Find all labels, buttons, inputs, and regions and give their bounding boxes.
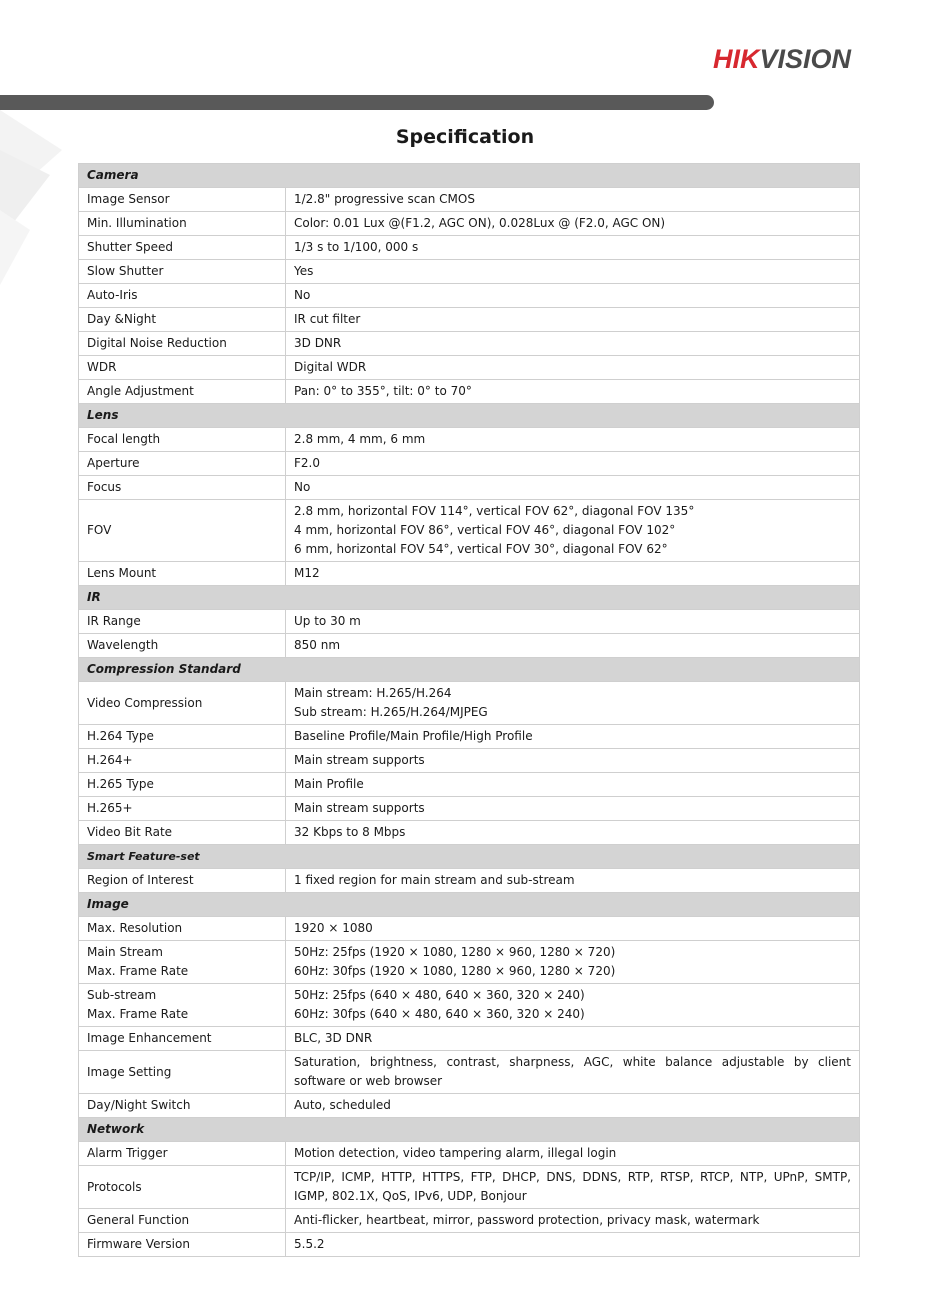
spec-label: Aperture — [87, 456, 140, 470]
spec-label: Main Stream — [87, 945, 163, 959]
spec-value: IR cut filter — [294, 312, 361, 326]
spec-value: 4 mm, horizontal FOV 86°, vertical FOV 46°, diagonal FOV 102° — [294, 523, 676, 537]
table-row — [79, 380, 860, 404]
table-row — [79, 797, 860, 821]
spec-label: Shutter Speed — [87, 240, 173, 254]
spec-value-cell — [286, 212, 860, 236]
table-row — [79, 308, 860, 332]
spec-label-cell — [79, 260, 286, 284]
spec-value-cell — [286, 869, 860, 893]
spec-value-cell — [286, 380, 860, 404]
table-row — [79, 941, 860, 984]
spec-label-cell — [79, 1233, 286, 1257]
spec-value: Main Profile — [294, 777, 364, 791]
spec-label-cell — [79, 1051, 286, 1094]
spec-value-cell — [286, 428, 860, 452]
spec-value-cell — [286, 1051, 860, 1094]
spec-label: Lens Mount — [87, 566, 157, 580]
table-row — [79, 634, 860, 658]
spec-label: H.264+ — [87, 753, 133, 767]
page-title: Specification — [395, 126, 535, 148]
table-row — [79, 1142, 860, 1166]
spec-value: 6 mm, horizontal FOV 54°, vertical FOV 30°, diagonal FOV 62° — [294, 542, 668, 556]
spec-label: Digital Noise Reduction — [87, 336, 227, 350]
spec-value: Yes — [294, 264, 314, 278]
spec-value: No — [294, 288, 311, 302]
table-row — [79, 260, 860, 284]
spec-value-cell — [286, 500, 860, 562]
spec-value-cell — [286, 725, 860, 749]
spec-label: Angle Adjustment — [87, 384, 194, 398]
spec-value-cell — [286, 821, 860, 845]
spec-value-cell — [286, 476, 860, 500]
spec-label: Focus — [87, 480, 122, 494]
spec-label: Video Bit Rate — [87, 825, 173, 839]
spec-value-cell — [286, 773, 860, 797]
spec-label-cell — [79, 332, 286, 356]
spec-label: H.265+ — [87, 801, 133, 815]
spec-value: 50Hz: 25fps (1920 × 1080, 1280 × 960, 1280 × 720) — [294, 945, 616, 959]
spec-label-cell — [79, 773, 286, 797]
section-header — [79, 1118, 860, 1142]
spec-label-cell — [79, 917, 286, 941]
spec-value-cell — [286, 682, 860, 725]
spec-value-cell — [286, 308, 860, 332]
table-row — [79, 610, 860, 634]
spec-value: Up to 30 m — [294, 614, 361, 628]
spec-value: 32 Kbps to 8 Mbps — [294, 825, 406, 839]
table-row — [79, 1209, 860, 1233]
specification-table — [78, 163, 860, 1257]
spec-value: Main stream: H.265/H.264 — [294, 686, 452, 700]
spec-label-cell — [79, 308, 286, 332]
hikvision-logo — [713, 43, 851, 75]
table-row — [79, 1051, 860, 1094]
spec-value-cell — [286, 984, 860, 1027]
spec-label-cell — [79, 562, 286, 586]
spec-value-cell — [286, 797, 860, 821]
spec-label-cell — [79, 380, 286, 404]
spec-value: Pan: 0° to 355°, tilt: 0° to 70° — [294, 384, 472, 398]
spec-value: 60Hz: 30fps (640 × 480, 640 × 360, 320 × 240) — [294, 1007, 585, 1021]
spec-value: 5.5.2 — [294, 1237, 325, 1251]
table-row — [79, 773, 860, 797]
section-title: Camera — [79, 164, 860, 188]
table-row — [79, 1233, 860, 1257]
spec-label: Video Compression — [87, 695, 203, 710]
spec-label-cell — [79, 452, 286, 476]
spec-value: TCP/IP, ICMP, HTTP, HTTPS, FTP, DHCP, DNS, DDNS, RTP, RTSP, RTCP, NTP, UPnP, SMTP, IGMP, 802.1X, QoS, IPv6, UDP, Bonjour — [294, 1170, 851, 1203]
spec-label: Protocols — [87, 1179, 142, 1194]
spec-label: Max. Resolution — [87, 921, 183, 935]
section-header — [79, 586, 860, 610]
spec-label-cell — [79, 236, 286, 260]
spec-label: H.265 Type — [87, 777, 154, 791]
spec-value: Main stream supports — [294, 753, 425, 767]
spec-label-cell — [79, 1027, 286, 1051]
spec-label-cell — [79, 1166, 286, 1209]
table-row — [79, 476, 860, 500]
spec-value: Baseline Profile/Main Profile/High Profile — [294, 729, 533, 743]
table-row — [79, 428, 860, 452]
table-row — [79, 332, 860, 356]
spec-value: 2.8 mm, horizontal FOV 114°, vertical FOV 62°, diagonal FOV 135° — [294, 504, 695, 518]
spec-label: WDR — [87, 360, 117, 374]
spec-label-cell — [79, 869, 286, 893]
spec-label: Image Sensor — [87, 192, 170, 206]
spec-value: F2.0 — [294, 456, 320, 470]
spec-value-cell — [286, 284, 860, 308]
section-title: Compression Standard — [79, 658, 860, 682]
spec-label-cell — [79, 476, 286, 500]
spec-value: 1/3 s to 1/100, 000 s — [294, 240, 419, 254]
spec-label-cell — [79, 941, 286, 984]
table-row — [79, 869, 860, 893]
spec-label: Focal length — [87, 432, 161, 446]
table-row — [79, 984, 860, 1027]
table-row — [79, 1166, 860, 1209]
spec-value-cell — [286, 236, 860, 260]
spec-label-cell — [79, 1094, 286, 1118]
spec-value: 2.8 mm, 4 mm, 6 mm — [294, 432, 426, 446]
spec-value: Digital WDR — [294, 360, 367, 374]
spec-value: 60Hz: 30fps (1920 × 1080, 1280 × 960, 1280 × 720) — [294, 964, 616, 978]
header-bar — [0, 95, 714, 110]
spec-value: 1/2.8" progressive scan CMOS — [294, 192, 475, 206]
spec-label-cell — [79, 634, 286, 658]
spec-value: Main stream supports — [294, 801, 425, 815]
table-row — [79, 188, 860, 212]
spec-label-cell — [79, 725, 286, 749]
logo-vision-text: VISION — [759, 44, 852, 74]
spec-label-cell — [79, 428, 286, 452]
spec-value-cell — [286, 1166, 860, 1209]
spec-label: Alarm Trigger — [87, 1146, 168, 1160]
spec-label: Auto-Iris — [87, 288, 138, 302]
table-row — [79, 284, 860, 308]
spec-label: Day &Night — [87, 312, 157, 326]
spec-label-cell — [79, 356, 286, 380]
spec-label: Min. Illumination — [87, 216, 187, 230]
table-row — [79, 1094, 860, 1118]
spec-value: No — [294, 480, 311, 494]
spec-value-cell — [286, 260, 860, 284]
spec-value-cell — [286, 1209, 860, 1233]
table-row — [79, 356, 860, 380]
spec-label-cell — [79, 284, 286, 308]
spec-value-cell — [286, 941, 860, 984]
spec-label-cell — [79, 797, 286, 821]
spec-label-cell — [79, 1209, 286, 1233]
table-row — [79, 500, 860, 562]
spec-value: 1 fixed region for main stream and sub-stream — [294, 873, 575, 887]
spec-value-cell — [286, 917, 860, 941]
spec-value: Anti-flicker, heartbeat, mirror, password protection, privacy mask, watermark — [294, 1213, 760, 1227]
spec-value-cell — [286, 749, 860, 773]
spec-label: Image Enhancement — [87, 1031, 212, 1045]
spec-value-cell — [286, 562, 860, 586]
spec-value-cell — [286, 1233, 860, 1257]
table-row — [79, 562, 860, 586]
spec-value: Auto, scheduled — [294, 1098, 391, 1112]
section-title: Lens — [79, 404, 860, 428]
spec-label: IR Range — [87, 614, 141, 628]
spec-value: Sub stream: H.265/H.264/MJPEG — [294, 705, 488, 719]
spec-value-cell — [286, 1142, 860, 1166]
table-row — [79, 682, 860, 725]
logo-hik-text: HIK — [713, 44, 760, 74]
spec-value: BLC, 3D DNR — [294, 1031, 373, 1045]
spec-value-cell — [286, 452, 860, 476]
spec-label: General Function — [87, 1213, 190, 1227]
table-row — [79, 725, 860, 749]
spec-label: Wavelength — [87, 638, 159, 652]
spec-label-cell — [79, 500, 286, 562]
spec-label-cell — [79, 610, 286, 634]
spec-label: Sub-stream — [87, 988, 157, 1002]
spec-value: M12 — [294, 566, 320, 580]
spec-label: Max. Frame Rate — [87, 1007, 189, 1021]
section-header — [79, 893, 860, 917]
spec-label-cell — [79, 1142, 286, 1166]
section-header — [79, 404, 860, 428]
spec-value-cell — [286, 634, 860, 658]
section-title: Image — [79, 893, 860, 917]
table-row — [79, 1027, 860, 1051]
table-row — [79, 212, 860, 236]
spec-value-cell — [286, 610, 860, 634]
spec-value: 3D DNR — [294, 336, 342, 350]
spec-label: Slow Shutter — [87, 264, 164, 278]
section-title: Smart Feature-set — [79, 845, 860, 869]
spec-label: Region of Interest — [87, 873, 194, 887]
table-row — [79, 452, 860, 476]
spec-value: 50Hz: 25fps (640 × 480, 640 × 360, 320 × 240) — [294, 988, 585, 1002]
section-header — [79, 658, 860, 682]
spec-label-cell — [79, 984, 286, 1027]
spec-label: FOV — [87, 523, 112, 537]
spec-value-cell — [286, 332, 860, 356]
spec-label-cell — [79, 821, 286, 845]
spec-label: Image Setting — [87, 1064, 172, 1079]
table-row — [79, 917, 860, 941]
spec-value: Motion detection, video tampering alarm, illegal login — [294, 1146, 617, 1160]
section-header — [79, 164, 860, 188]
section-title: Network — [79, 1118, 860, 1142]
spec-value-cell — [286, 1094, 860, 1118]
spec-label: Firmware Version — [87, 1237, 190, 1251]
spec-value-cell — [286, 188, 860, 212]
spec-label: Max. Frame Rate — [87, 964, 189, 978]
spec-value: Color: 0.01 Lux @(F1.2, AGC ON), 0.028Lux @ (F2.0, AGC ON) — [294, 216, 666, 230]
section-header — [79, 845, 860, 869]
table-row — [79, 821, 860, 845]
spec-value: 850 nm — [294, 638, 341, 652]
spec-label-cell — [79, 188, 286, 212]
spec-value: Saturation, brightness, contrast, sharpness, AGC, white balance adjustable by client software or web browser — [294, 1055, 851, 1088]
spec-value-cell — [286, 1027, 860, 1051]
spec-value: 1920 × 1080 — [294, 921, 373, 935]
spec-label-cell — [79, 682, 286, 725]
spec-label-cell — [79, 749, 286, 773]
spec-label-cell — [79, 212, 286, 236]
spec-label: Day/Night Switch — [87, 1098, 191, 1112]
section-title: IR — [79, 586, 860, 610]
spec-label: H.264 Type — [87, 729, 154, 743]
table-row — [79, 236, 860, 260]
table-row — [79, 749, 860, 773]
spec-value-cell — [286, 356, 860, 380]
